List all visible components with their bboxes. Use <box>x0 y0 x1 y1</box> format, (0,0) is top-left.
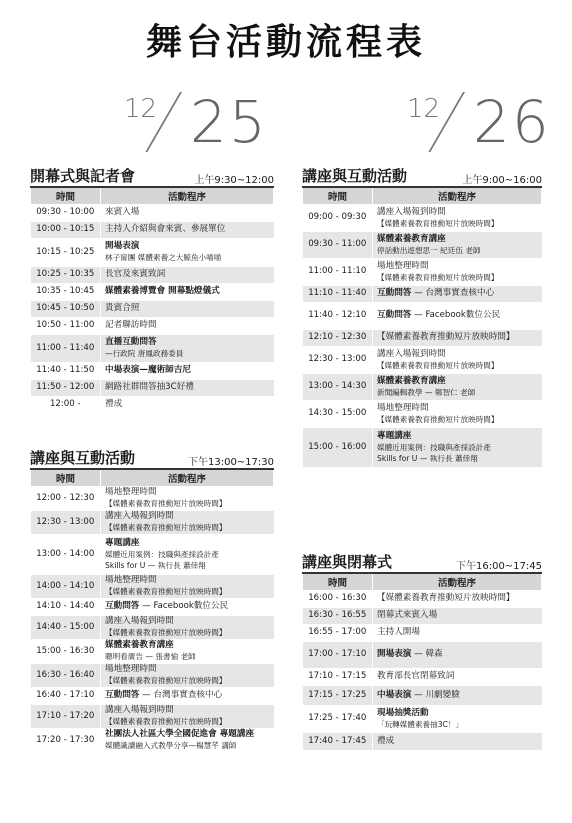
time-cell: 16:55 - 17:00 <box>303 624 373 641</box>
program-cell <box>101 486 274 510</box>
program-title: 開場表演 <box>105 241 140 251</box>
program-title: 來賓入場 <box>105 207 140 217</box>
date-day2 <box>385 88 555 158</box>
time-cell: 16:00 - 16:30 <box>303 590 373 607</box>
program-title: 主持人開場 <box>377 627 420 637</box>
program-detail: 媒體識讀融入式教學分享—楊慧芊 講師 <box>105 741 237 750</box>
table-row <box>303 607 542 624</box>
section-title: 講座與閉幕式 <box>302 553 393 571</box>
program-title: 現場抽獎活動 <box>377 707 429 718</box>
section-time: 上午9:30~12:00 <box>194 175 274 186</box>
time-cell: 14:10 - 14:40 <box>31 598 101 615</box>
table-row <box>303 329 542 346</box>
section-title: 開幕式與記者會 <box>30 167 136 185</box>
date-day2-month: 12 <box>407 94 441 124</box>
program-title: 【媒體素養教育推動短片放映時間】 <box>377 593 515 603</box>
program-title: 媒體素養教育講座 <box>105 640 174 650</box>
program-detail: 【媒體素養教育推動短片放映時間】 <box>105 587 227 596</box>
schedule-table <box>30 186 274 414</box>
program-cell <box>101 704 274 728</box>
program-cell <box>101 687 274 704</box>
table-row <box>31 639 274 663</box>
program-cell <box>373 427 542 467</box>
table-row <box>31 534 274 574</box>
time-cell: 12:00 - 12:30 <box>31 486 101 510</box>
program-cell <box>101 334 274 362</box>
program-cell <box>101 510 274 534</box>
program-title: 長官及來賓致詞 <box>105 269 166 279</box>
program-cell <box>101 598 274 615</box>
program-cell <box>373 400 542 427</box>
time-cell: 15:00 - 16:00 <box>303 427 373 467</box>
section-title: 講座與互動活動 <box>302 167 408 185</box>
program-cell <box>373 732 542 750</box>
program-detail: —行政院 唐鳳政務委員 <box>105 349 184 358</box>
program-title: 直播互動問答 <box>105 337 157 347</box>
time-cell: 11:10 - 11:40 <box>303 285 373 302</box>
program-title: 場地整理時間 <box>105 575 157 585</box>
time-cell: 10:00 - 10:15 <box>31 221 101 238</box>
program-title: 場地整理時間 <box>105 664 157 674</box>
table-row <box>31 204 274 221</box>
program-title: 網路社群問答抽3C好禮 <box>105 382 194 392</box>
program-title: 媒體素養博覽會 開幕點燈儀式 <box>105 286 220 296</box>
time-cell: 14:00 - 14:10 <box>31 574 101 598</box>
program-title: 講座入場報到時間 <box>377 348 446 359</box>
table-row <box>31 396 274 413</box>
schedule-table <box>302 572 542 751</box>
program-detail: 【媒體素養教育推動短片放映時間】 <box>105 499 227 508</box>
time-cell: 17:10 - 17:20 <box>31 704 101 728</box>
table-header-row <box>303 187 542 204</box>
table-row <box>303 400 542 427</box>
table-row <box>31 687 274 704</box>
table-header-row <box>303 573 542 590</box>
table-row <box>31 728 274 752</box>
section-header <box>30 446 274 468</box>
table-row <box>31 283 274 300</box>
time-cell: 11:40 - 12:10 <box>303 302 373 329</box>
program-cell <box>373 231 542 258</box>
time-cell: 09:00 - 09:30 <box>303 204 373 231</box>
section-time: 上午9:00~16:00 <box>462 175 542 186</box>
program-cell <box>101 396 274 413</box>
program-title: 閉幕式來賓入場 <box>377 610 438 620</box>
section-header <box>302 550 542 572</box>
program-detail: 【媒體素養教育推動短片放映時間】 <box>377 360 499 370</box>
program-detail-2: Skills for U — 執行長 蕭倖翔 <box>105 560 206 570</box>
table-header-row <box>31 469 274 486</box>
program-cell <box>101 574 274 598</box>
program-cell <box>101 266 274 283</box>
program-cell <box>101 300 274 317</box>
table-row <box>303 590 542 607</box>
section-header <box>30 164 274 186</box>
table-row <box>303 732 542 750</box>
time-cell: 10:25 - 10:35 <box>31 266 101 283</box>
table-row <box>303 427 542 467</box>
program-cell <box>101 221 274 238</box>
table-row <box>303 685 542 705</box>
program-title: 講座入場報到時間 <box>105 511 174 521</box>
time-cell: 17:25 - 17:40 <box>303 705 373 732</box>
date-day1 <box>110 88 280 158</box>
header-program: 活動程序 <box>101 187 274 204</box>
header-time: 時間 <box>31 187 101 204</box>
program-detail: 媒體近用案例：技職與產採設計產 <box>105 549 219 559</box>
program-cell <box>373 373 542 400</box>
program-detail: 【媒體素養教育推動短片放映時間】 <box>105 523 227 532</box>
table-row <box>31 362 274 379</box>
program-title: 教育部長官閉幕致詞 <box>377 671 455 681</box>
time-cell: 17:20 - 17:30 <box>31 728 101 752</box>
program-cell <box>373 705 542 732</box>
program-detail: 【媒體素養教育推動短片放映時間】 <box>377 414 499 424</box>
program-detail: — 韓森 <box>414 649 443 659</box>
program-title: 中場表演 <box>377 689 412 700</box>
time-cell: 16:30 - 16:55 <box>303 607 373 624</box>
program-detail: 【媒體素養教育推動短片放映時間】 <box>105 717 227 726</box>
program-title: 互動問答 <box>105 690 140 700</box>
table-row <box>31 598 274 615</box>
time-cell: 11:00 - 11:40 <box>31 334 101 362</box>
program-title: 中場表演—魔術師吉尼 <box>105 365 191 375</box>
program-cell <box>101 639 274 663</box>
time-cell: 16:30 - 16:40 <box>31 663 101 687</box>
time-cell: 10:15 - 10:25 <box>31 238 101 266</box>
table-row <box>31 704 274 728</box>
program-cell <box>373 607 542 624</box>
time-cell: 15:00 - 16:30 <box>31 639 101 663</box>
time-cell: 16:40 - 17:10 <box>31 687 101 704</box>
table-row <box>303 204 542 231</box>
program-title: 場地整理時間 <box>377 402 429 413</box>
program-title: 場地整理時間 <box>377 260 429 271</box>
date-day2-day: 26 <box>473 88 551 156</box>
program-title: 互動問答 <box>377 310 412 320</box>
program-title: 講座入場報到時間 <box>377 206 446 217</box>
table-row <box>303 705 542 732</box>
program-detail: — 台灣事實查核中心 <box>142 690 223 700</box>
table-row <box>303 624 542 641</box>
program-detail: 【媒體素養教育推動短片放映時間】 <box>377 272 499 282</box>
table-row <box>31 221 274 238</box>
section-closing <box>302 550 542 751</box>
program-cell <box>373 685 542 705</box>
time-cell: 10:50 - 11:00 <box>31 317 101 334</box>
program-title: 禮成 <box>105 399 123 409</box>
table-row <box>31 615 274 639</box>
program-title: 主持人介紹與會來賓、參展單位 <box>105 224 226 234</box>
table-header-row <box>31 187 274 204</box>
program-cell <box>373 641 542 668</box>
table-row <box>31 238 274 266</box>
time-cell: 13:00 - 14:00 <box>31 534 101 574</box>
header-time: 時間 <box>303 573 373 590</box>
table-row <box>303 373 542 400</box>
time-cell: 09:30 - 10:00 <box>31 204 101 221</box>
table-row <box>31 486 274 510</box>
time-cell: 12:30 - 13:00 <box>303 346 373 373</box>
time-cell: 11:40 - 11:50 <box>31 362 101 379</box>
time-cell: 14:40 - 15:00 <box>31 615 101 639</box>
table-row <box>31 574 274 598</box>
program-detail: 【媒體素養教育推動短片放映時間】 <box>377 218 499 228</box>
program-title: 互動問答 <box>377 288 412 298</box>
table-row <box>303 285 542 302</box>
header-program: 活動程序 <box>373 187 542 204</box>
program-title: 專題講座 <box>105 537 140 548</box>
program-title: 講座入場報到時間 <box>105 705 174 715</box>
program-detail: 【媒體素養教育推動短片放映時間】 <box>105 676 227 685</box>
time-cell: 17:10 - 17:15 <box>303 668 373 685</box>
table-row <box>31 300 274 317</box>
time-cell: 10:45 - 10:50 <box>31 300 101 317</box>
program-title: 禮成 <box>377 735 395 746</box>
section-title: 講座與互動活動 <box>30 449 136 467</box>
time-cell: 09:30 - 11:00 <box>303 231 373 258</box>
schedule-table <box>30 468 274 753</box>
program-title: 專題講座 <box>377 430 412 441</box>
time-cell: 17:00 - 17:10 <box>303 641 373 668</box>
program-title: 【媒體素養教育推動短片放映時間】 <box>377 332 515 342</box>
table-row <box>303 258 542 285</box>
program-title: 媒體素養教育講座 <box>377 375 446 386</box>
program-detail: — 川劇變臉 <box>414 689 460 700</box>
program-detail: — Facebook數位公民 <box>414 310 501 320</box>
table-row <box>31 663 274 687</box>
program-cell <box>101 238 274 266</box>
program-detail: 停話動出遊想思一 紀廷伍 老師 <box>377 245 481 255</box>
table-row <box>303 346 542 373</box>
program-title: 貴賓合照 <box>105 303 140 313</box>
time-cell: 11:50 - 12:00 <box>31 379 101 396</box>
section-time: 下午16:00~17:45 <box>455 561 542 572</box>
date-day1-month: 12 <box>124 94 158 124</box>
program-detail: 聰明看廣告 — 張書愉 老師 <box>105 652 196 661</box>
time-cell: 13:00 - 14:30 <box>303 373 373 400</box>
section-talks-day2 <box>302 164 542 468</box>
program-cell <box>101 534 274 574</box>
time-cell: 12:00 - <box>31 396 101 413</box>
section-header <box>302 164 542 186</box>
table-row <box>31 510 274 534</box>
program-detail: 媒體近用案例：技職與產採設計產 <box>377 442 491 452</box>
program-cell <box>101 379 274 396</box>
program-title: 場地整理時間 <box>105 487 157 497</box>
program-detail: — 台灣事實查核中心 <box>414 288 495 298</box>
program-cell <box>373 204 542 231</box>
header-time: 時間 <box>303 187 373 204</box>
program-detail: 林子甯團 媒體素養之大鯨魚小喵喵 <box>105 253 222 262</box>
time-cell: 12:10 - 12:30 <box>303 329 373 346</box>
program-title: 記者聯訪時間 <box>105 320 157 330</box>
time-cell: 17:40 - 17:45 <box>303 732 373 750</box>
program-cell <box>101 728 274 752</box>
section-talks-day1 <box>30 446 274 753</box>
time-cell: 12:30 - 13:00 <box>31 510 101 534</box>
program-cell <box>373 624 542 641</box>
table-row <box>31 317 274 334</box>
program-cell <box>101 204 274 221</box>
page-title: 舞台活動流程表 <box>145 22 426 63</box>
program-detail-2: Skills for U — 執行長 蕭倖翔 <box>377 453 478 463</box>
section-time: 下午13:00~17:30 <box>187 457 274 468</box>
date-day1-day: 25 <box>190 88 268 156</box>
program-title: 互動問答 <box>105 601 140 611</box>
program-cell <box>101 283 274 300</box>
program-cell <box>373 302 542 329</box>
program-cell <box>101 663 274 687</box>
program-cell <box>101 317 274 334</box>
program-detail: — Facebook數位公民 <box>142 601 229 611</box>
program-detail: 新聞編輯教學 — 鄭智仁 老師 <box>377 387 476 397</box>
program-cell <box>101 362 274 379</box>
time-cell: 11:00 - 11:10 <box>303 258 373 285</box>
program-title: 社團法人社區大學全國促進會 專題講座 <box>105 729 255 739</box>
schedule-table <box>302 186 542 468</box>
program-cell <box>101 615 274 639</box>
program-cell <box>373 346 542 373</box>
section-opening-press <box>30 164 274 414</box>
program-cell <box>373 285 542 302</box>
program-cell <box>373 590 542 607</box>
table-row <box>303 641 542 668</box>
program-cell <box>373 329 542 346</box>
table-row <box>303 302 542 329</box>
header-program: 活動程序 <box>373 573 542 590</box>
table-row <box>303 231 542 258</box>
table-row <box>31 334 274 362</box>
time-cell: 14:30 - 15:00 <box>303 400 373 427</box>
table-row <box>31 379 274 396</box>
program-title: 講座入場報到時間 <box>105 616 174 626</box>
header-program: 活動程序 <box>101 469 274 486</box>
program-cell <box>373 668 542 685</box>
program-detail: 【媒體素養教育推動短片放映時間】 <box>105 628 227 637</box>
time-cell: 17:15 - 17:25 <box>303 685 373 705</box>
table-row <box>303 668 542 685</box>
table-row <box>31 266 274 283</box>
header-time: 時間 <box>31 469 101 486</box>
program-detail: 「玩轉媒體素養抽3C！」 <box>377 719 464 729</box>
time-cell: 10:35 - 10:45 <box>31 283 101 300</box>
program-cell <box>373 258 542 285</box>
program-title: 媒體素養教育講座 <box>377 233 446 244</box>
program-title: 開場表演 <box>377 649 412 659</box>
